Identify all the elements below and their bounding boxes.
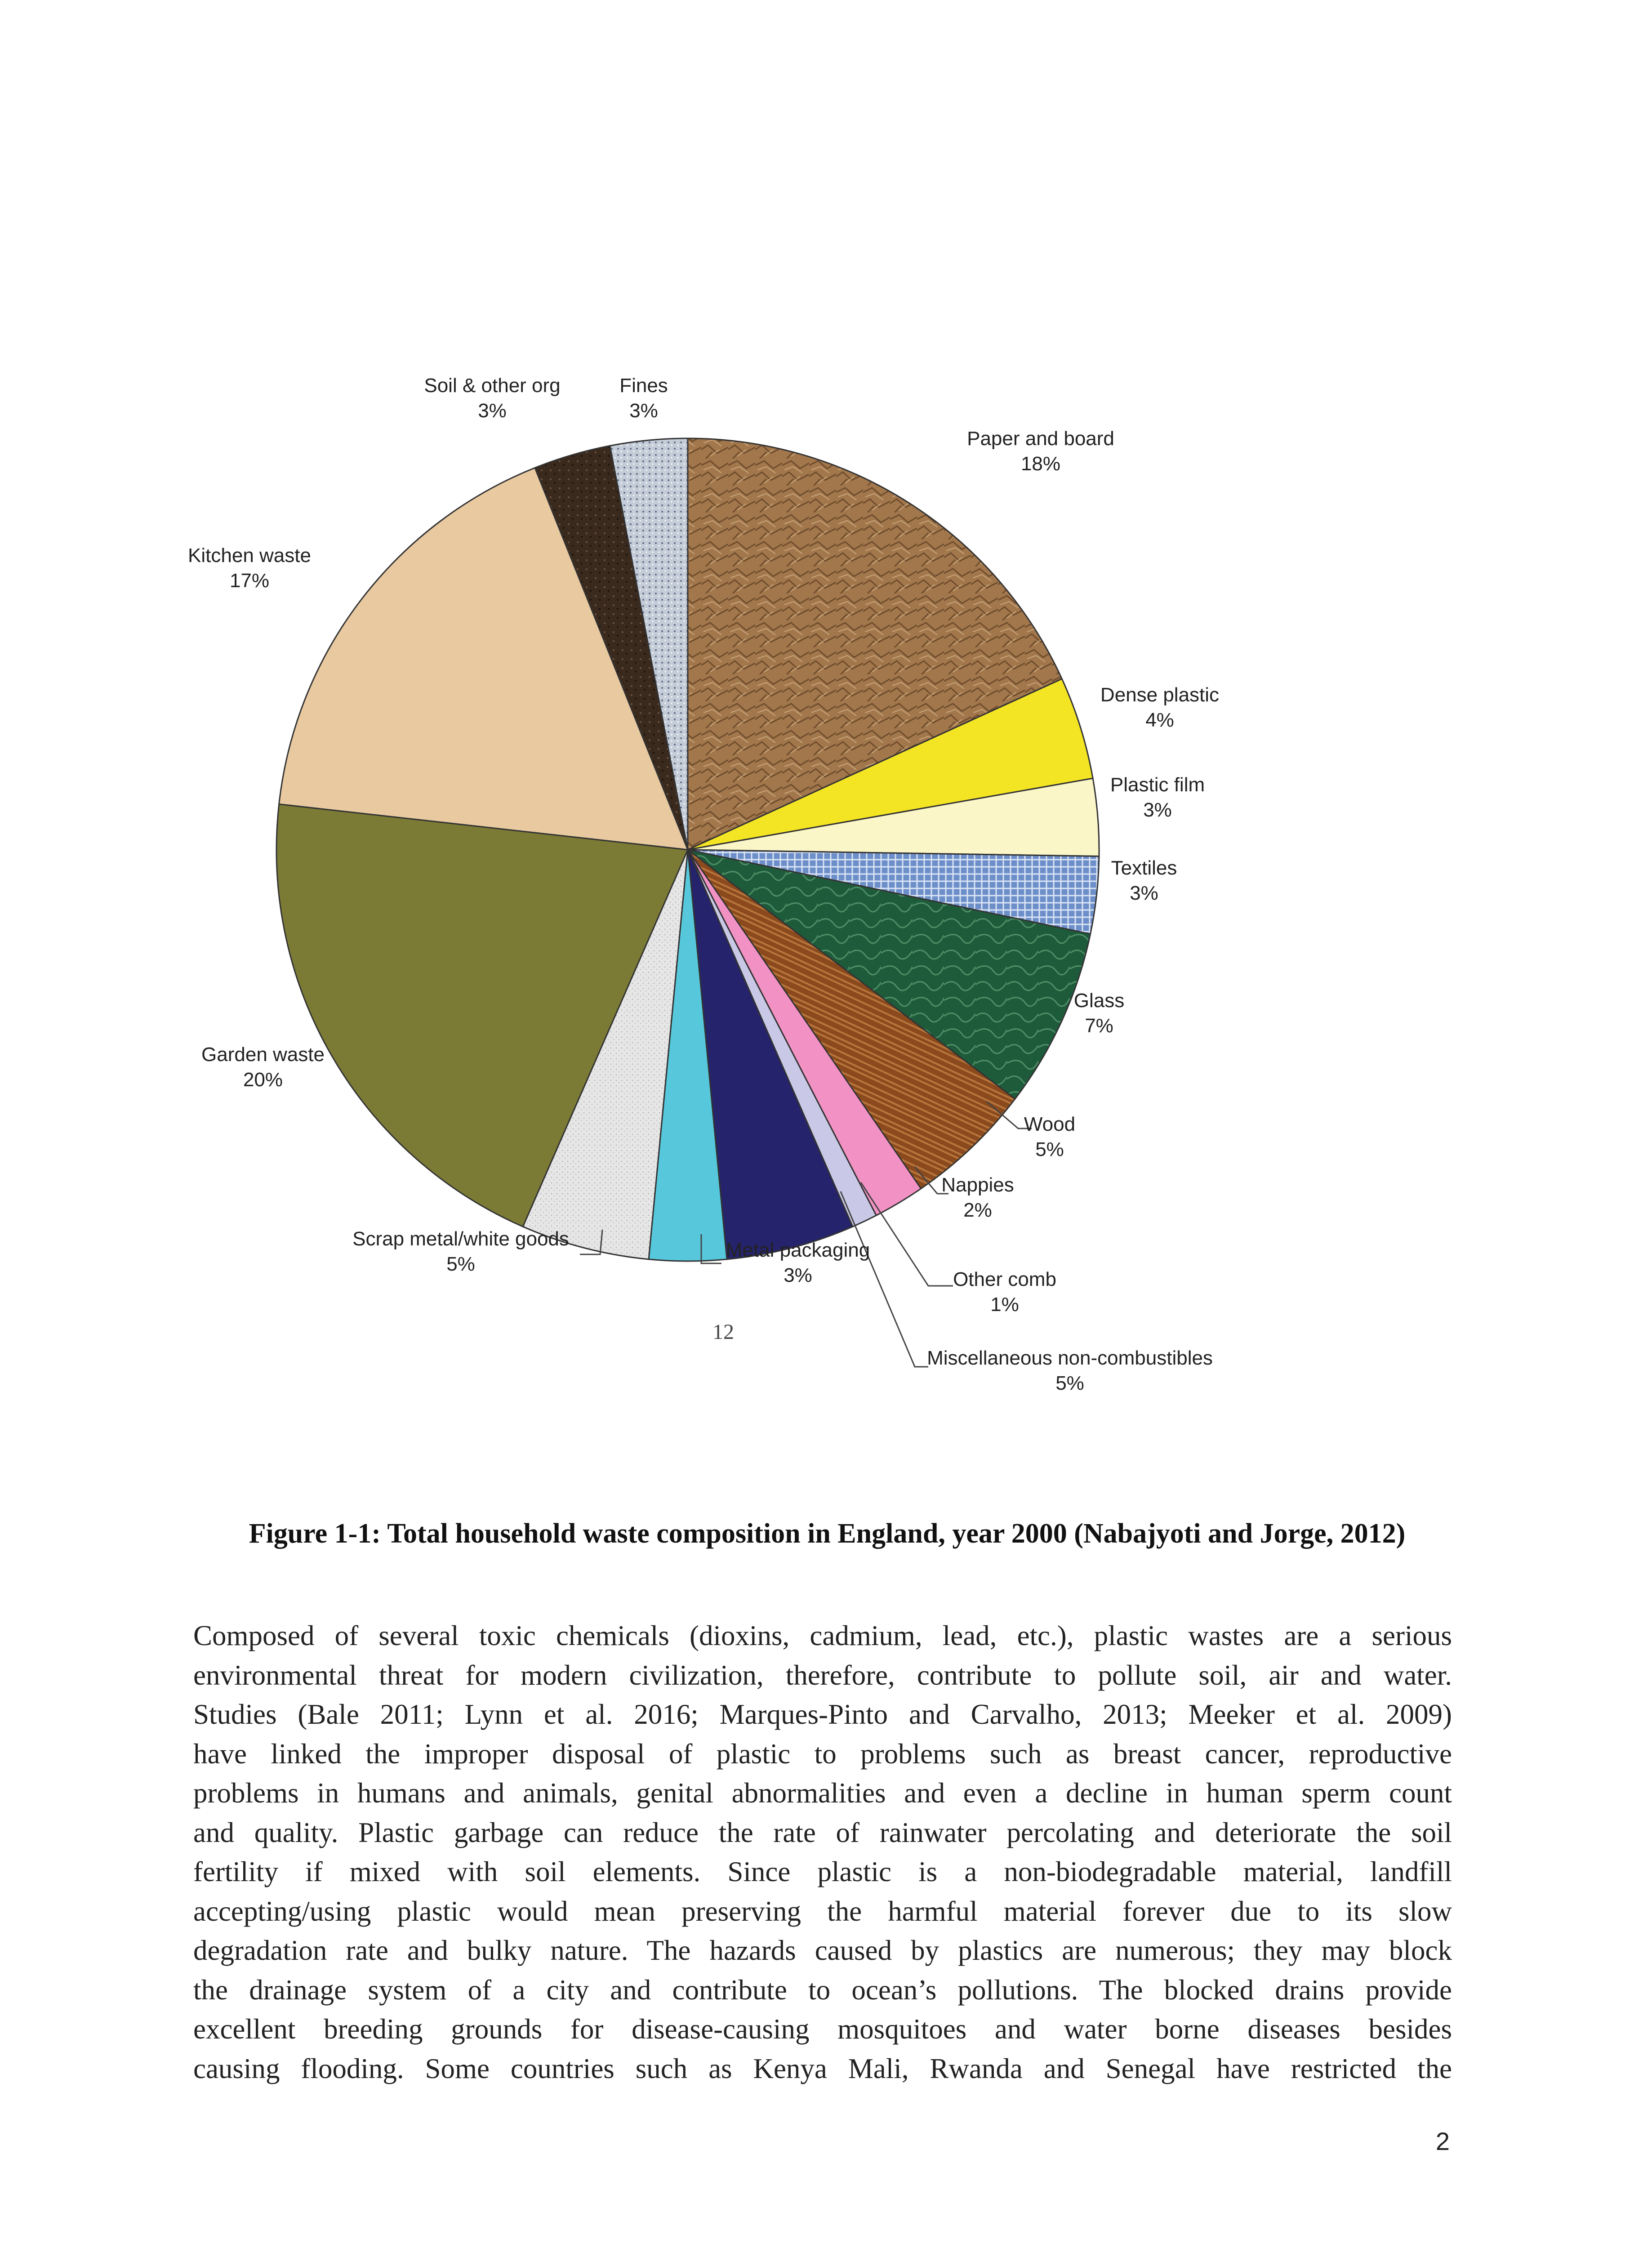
figure-caption: Figure 1-1: Total household waste composition in England, year 2000 (Nabajyoti and Jorge, 2012) xyxy=(249,1518,1406,1549)
slice-label: Paper and board xyxy=(967,428,1114,450)
body-line: have linked the improper disposal of plastic to problems such as breast cancer, reproductive xyxy=(193,1738,1452,1770)
slice-value-label: 5% xyxy=(1055,1372,1084,1394)
slice-label: Kitchen waste xyxy=(188,544,311,566)
slice-value-label: 7% xyxy=(1085,1015,1113,1037)
slice-value-label: 20% xyxy=(243,1069,283,1091)
slice-value-label: 3% xyxy=(1143,799,1172,821)
body-line: excellent breeding grounds for disease-causing mosquitoes and water borne diseases besides xyxy=(193,2013,1452,2045)
slice-label: Textiles xyxy=(1111,857,1177,879)
body-line: and quality. Plastic garbage can reduce the rate of rainwater percolating and deteriorate the soil xyxy=(193,1816,1452,1848)
slice-label: Metal packaging xyxy=(726,1239,870,1261)
slice-label: Miscellaneous non-combustibles xyxy=(927,1347,1213,1369)
slice-label: Plastic film xyxy=(1110,774,1205,796)
slice-label: Wood xyxy=(1024,1113,1076,1135)
body-line: environmental threat for modern civilization, therefore, contribute to pollute soil, air and water. xyxy=(193,1659,1452,1691)
body-line: accepting/using plastic would mean preserving the harmful material forever due to its slow xyxy=(193,1895,1452,1927)
body-line: Studies (Bale 2011; Lynn et al. 2016; Marques-Pinto and Carvalho, 2013; Meeker et al. 2009) xyxy=(193,1699,1452,1730)
body-line: causing flooding. Some countries such as Kenya Mali, Rwanda and Senegal have restricted the xyxy=(193,2052,1452,2084)
slice-value-label: 5% xyxy=(446,1253,475,1275)
pie-slices xyxy=(276,438,1099,1261)
slice-value-label: 3% xyxy=(478,400,507,422)
body-paragraph xyxy=(193,1616,1452,2088)
slice-label: Dense plastic xyxy=(1100,684,1220,706)
body-line: fertility if mixed with soil elements. Since plastic is a non-biodegradable material, landfill xyxy=(193,1856,1452,1887)
slice-value-label: 3% xyxy=(784,1264,812,1286)
slice-label: Soil & other org xyxy=(424,375,561,397)
slice-value-label: 5% xyxy=(1035,1138,1064,1160)
slice-label: Garden waste xyxy=(201,1044,325,1066)
slice-value-label: 2% xyxy=(963,1199,992,1221)
slice-value-label: 4% xyxy=(1145,709,1174,731)
slice-label: Other comb xyxy=(953,1268,1056,1290)
slice-label: Glass xyxy=(1073,990,1125,1012)
page-number: 2 xyxy=(1435,2127,1450,2155)
slice-label: Nappies xyxy=(941,1174,1014,1196)
body-line: degradation rate and bulky nature. The hazards caused by plastics are numerous; they may block xyxy=(193,1935,1452,1966)
body-line: Composed of several toxic chemicals (dioxins, cadmium, lead, etc.), plastic wastes are a serious xyxy=(193,1620,1452,1651)
slice-value-label: 3% xyxy=(1130,882,1158,904)
body-line: the drainage system of a city and contribute to ocean’s pollutions. The blocked drains provide xyxy=(193,1974,1452,2006)
slice-label: Scrap metal/white goods xyxy=(352,1228,569,1250)
slice-value-label: 1% xyxy=(990,1293,1019,1316)
slice-value-label: 18% xyxy=(1020,453,1061,475)
body-line: problems in humans and animals, genital abnormalities and even a decline in human sperm count xyxy=(193,1777,1452,1809)
slice-value-label: 3% xyxy=(629,400,658,422)
slice-value-label: 17% xyxy=(229,570,270,592)
figure-page-number: 12 xyxy=(712,1320,734,1344)
slice-label: Fines xyxy=(619,375,668,397)
